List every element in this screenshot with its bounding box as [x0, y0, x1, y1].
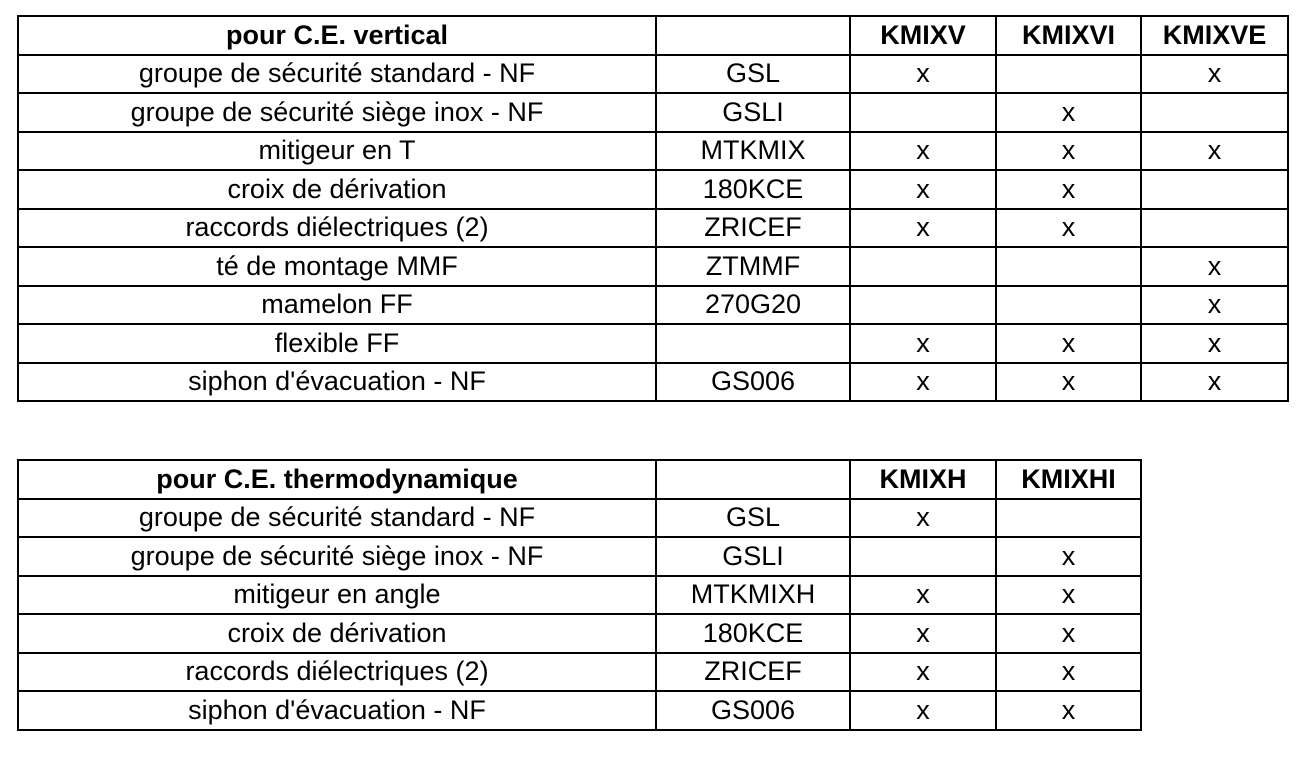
- compat-mark: [996, 286, 1141, 325]
- item-label: siphon d'évacuation - NF: [18, 691, 656, 730]
- item-code: MTKMIX: [656, 132, 850, 171]
- table-title: pour C.E. vertical: [18, 16, 656, 55]
- compat-mark: x: [996, 209, 1141, 248]
- table-row: [18, 209, 1288, 248]
- item-label: té de montage MMF: [18, 247, 656, 286]
- item-code: ZRICEF: [656, 209, 850, 248]
- compatibility-table-vertical: [17, 15, 1289, 402]
- table-row: [18, 324, 1288, 363]
- compat-mark: x: [1141, 286, 1288, 325]
- table-header-row: [18, 460, 1141, 499]
- item-label: mamelon FF: [18, 286, 656, 325]
- compat-mark: x: [850, 170, 996, 209]
- compat-mark: x: [996, 324, 1141, 363]
- compat-mark: x: [1141, 247, 1288, 286]
- compat-mark: x: [996, 691, 1141, 730]
- item-code: ZTMMF: [656, 247, 850, 286]
- column-header: KMIXHI: [996, 460, 1141, 499]
- compat-mark: x: [850, 55, 996, 94]
- item-label: raccords diélectriques (2): [18, 653, 656, 692]
- code-column-header: [656, 16, 850, 55]
- compat-mark: [1141, 209, 1288, 248]
- item-label: croix de dérivation: [18, 170, 656, 209]
- compat-mark: x: [850, 614, 996, 653]
- table-row: [18, 93, 1288, 132]
- item-label: groupe de sécurité siège inox - NF: [18, 537, 656, 576]
- table-row: [18, 576, 1141, 615]
- table-row: [18, 247, 1288, 286]
- compat-mark: x: [850, 363, 996, 402]
- item-label: mitigeur en T: [18, 132, 656, 171]
- table-row: [18, 537, 1141, 576]
- compat-mark: [1141, 93, 1288, 132]
- table-row: [18, 132, 1288, 171]
- compat-mark: x: [996, 170, 1141, 209]
- table-row: [18, 499, 1141, 538]
- table-row: [18, 363, 1288, 402]
- table-title: pour C.E. thermodynamique: [18, 460, 656, 499]
- item-code: 270G20: [656, 286, 850, 325]
- compat-mark: x: [850, 653, 996, 692]
- compat-mark: x: [996, 576, 1141, 615]
- compat-mark: [850, 247, 996, 286]
- table-header-row: [18, 16, 1288, 55]
- item-label: groupe de sécurité siège inox - NF: [18, 93, 656, 132]
- item-code: 180KCE: [656, 170, 850, 209]
- item-label: siphon d'évacuation - NF: [18, 363, 656, 402]
- item-code: GSL: [656, 499, 850, 538]
- compat-mark: [850, 93, 996, 132]
- compat-mark: x: [996, 614, 1141, 653]
- item-code: GSLI: [656, 537, 850, 576]
- compat-mark: x: [1141, 324, 1288, 363]
- compat-mark: x: [1141, 132, 1288, 171]
- column-header: KMIXVE: [1141, 16, 1288, 55]
- item-label: groupe de sécurité standard - NF: [18, 499, 656, 538]
- item-code: MTKMIXH: [656, 576, 850, 615]
- compat-mark: [850, 537, 996, 576]
- item-label: groupe de sécurité standard - NF: [18, 55, 656, 94]
- table-row: [18, 614, 1141, 653]
- compat-mark: x: [850, 499, 996, 538]
- item-code: ZRICEF: [656, 653, 850, 692]
- compat-mark: x: [996, 537, 1141, 576]
- table-row: [18, 170, 1288, 209]
- column-header: KMIXV: [850, 16, 996, 55]
- item-label: flexible FF: [18, 324, 656, 363]
- item-code: [656, 324, 850, 363]
- table-row: [18, 55, 1288, 94]
- compat-mark: x: [850, 324, 996, 363]
- compat-mark: x: [850, 691, 996, 730]
- item-code: 180KCE: [656, 614, 850, 653]
- table-row: [18, 286, 1288, 325]
- item-label: raccords diélectriques (2): [18, 209, 656, 248]
- compat-mark: [1141, 170, 1288, 209]
- item-code: GS006: [656, 691, 850, 730]
- item-code: GSLI: [656, 93, 850, 132]
- item-label: mitigeur en angle: [18, 576, 656, 615]
- compat-mark: x: [850, 132, 996, 171]
- compat-mark: [996, 499, 1141, 538]
- compat-mark: [850, 286, 996, 325]
- compat-mark: x: [996, 653, 1141, 692]
- compatibility-table-thermodynamique: [17, 459, 1142, 731]
- compat-mark: x: [1141, 55, 1288, 94]
- column-header: KMIXH: [850, 460, 996, 499]
- compat-mark: [996, 55, 1141, 94]
- compat-mark: x: [1141, 363, 1288, 402]
- table-row: [18, 691, 1141, 730]
- compat-mark: x: [850, 576, 996, 615]
- item-label: croix de dérivation: [18, 614, 656, 653]
- column-header: KMIXVI: [996, 16, 1141, 55]
- code-column-header: [656, 460, 850, 499]
- table-row: [18, 653, 1141, 692]
- item-code: GS006: [656, 363, 850, 402]
- compat-mark: x: [996, 93, 1141, 132]
- compat-mark: [996, 247, 1141, 286]
- item-code: GSL: [656, 55, 850, 94]
- compat-mark: x: [996, 132, 1141, 171]
- compat-mark: x: [996, 363, 1141, 402]
- compat-mark: x: [850, 209, 996, 248]
